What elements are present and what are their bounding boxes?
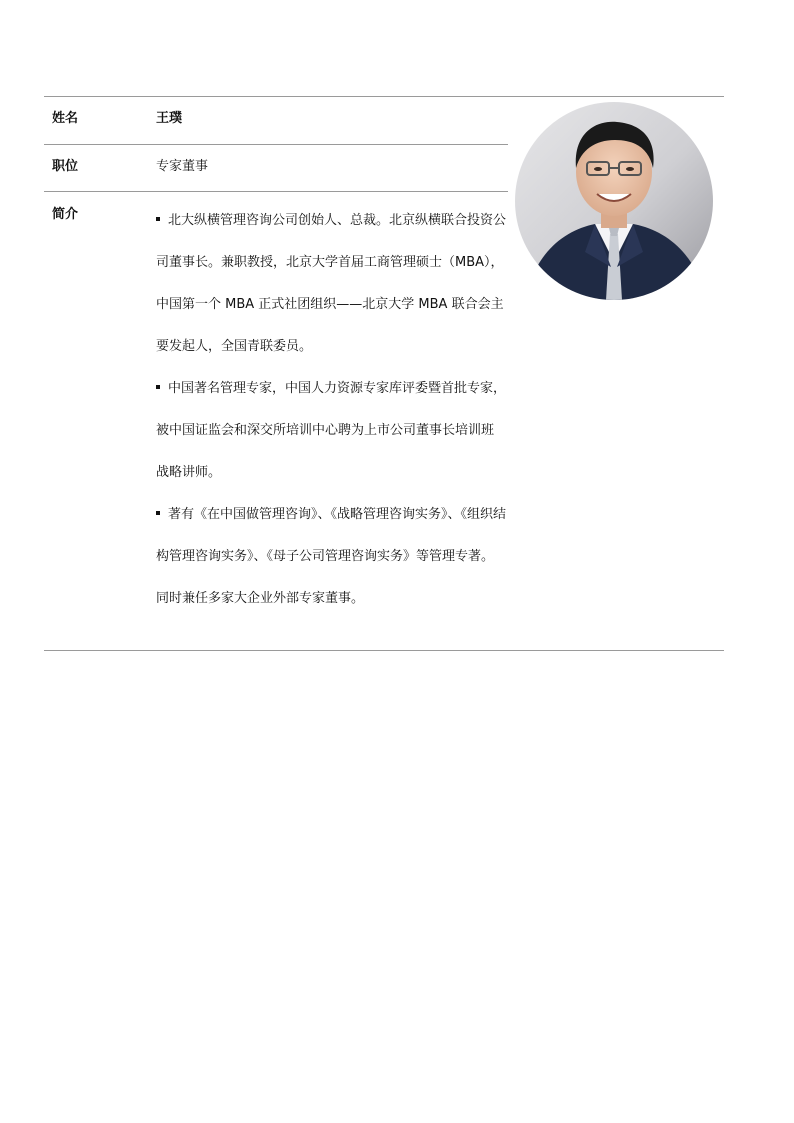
bio-paragraph bbox=[156, 200, 506, 368]
row-divider-1 bbox=[44, 144, 508, 145]
bio-label: 简介 bbox=[52, 207, 79, 222]
bullet-icon bbox=[156, 511, 160, 515]
bullet-icon bbox=[156, 217, 160, 221]
name-label: 姓名 bbox=[52, 111, 79, 126]
portrait-photo bbox=[515, 102, 713, 300]
bio-text bbox=[156, 200, 506, 620]
position-label: 职位 bbox=[52, 159, 79, 174]
bottom-divider bbox=[44, 650, 724, 651]
bio-paragraph-text: 中国著名管理专家，中国人力资源专家库评委暨首批专家，被中国证监会和深交所培训中心聘为上市公司董事长培训班战略讲师。 bbox=[156, 381, 507, 480]
bio-paragraph-text: 北大纵横管理咨询公司创始人、总裁。北京纵横联合投资公司董事长。兼职教授，北京大学首届工商管理硕士（MBA），中国第一个 MBA 正式社团组织——北京大学 MBA 联合会主要发起人，全国青联委员。 bbox=[156, 213, 507, 354]
bio-paragraph-text: 著有《在中国做管理咨询》、《战略管理咨询实务》、《组织结构管理咨询实务》、《母子公司管理咨询实务》等管理专著。同时兼任多家大企业外部专家董事。 bbox=[156, 507, 507, 606]
position-value: 专家董事 bbox=[156, 159, 209, 174]
top-divider bbox=[44, 96, 724, 97]
row-divider-2 bbox=[44, 191, 508, 192]
bullet-icon bbox=[156, 385, 160, 389]
portrait-icon bbox=[515, 102, 713, 300]
bio-paragraph bbox=[156, 494, 506, 620]
bio-paragraph bbox=[156, 368, 506, 494]
name-value: 王璞 bbox=[156, 111, 183, 126]
